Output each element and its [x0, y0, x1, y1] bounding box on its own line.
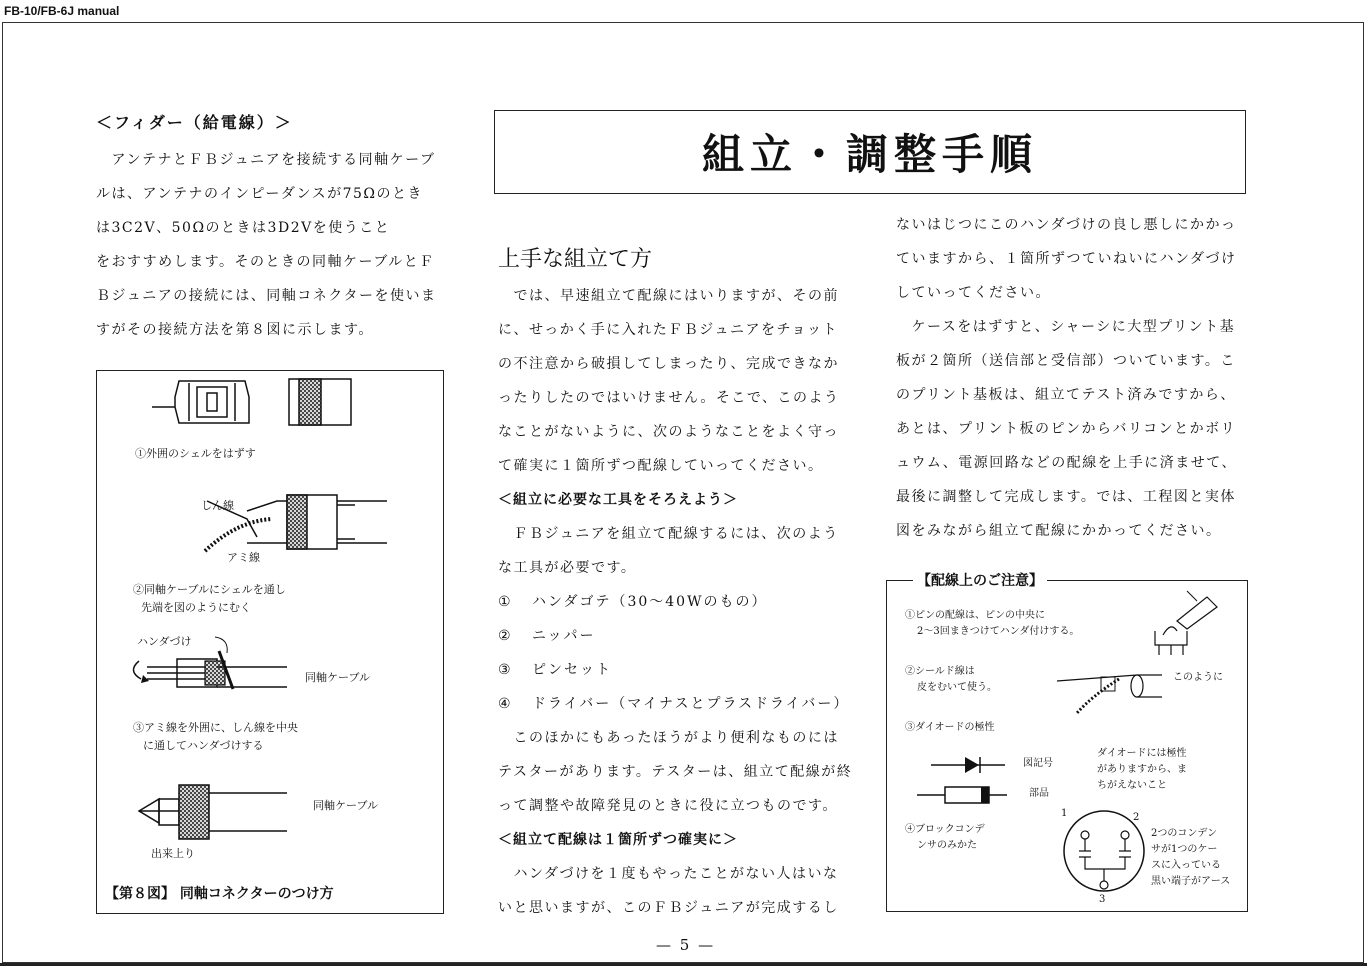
note-1-line2: 2〜3回まきつけてハンダ付けする。: [917, 626, 1080, 637]
note-4-line1: ④ブロックコンデ: [905, 824, 985, 835]
tool-label: ドライバー（マイナスとプラスドライバー）: [532, 696, 850, 712]
body-line: ないはじつにこのハンダづけの良し悪しにかかっ: [896, 217, 1237, 233]
body-line: テスターがあります。テスターは、組立て配線が終: [498, 764, 853, 780]
fig-label-mesh: アミ線: [227, 551, 260, 564]
fig-step-1: ①外囲のシェルをはずす: [135, 447, 256, 460]
wiring-heading: ＜組立て配線は１箇所ずつ確実に＞: [498, 832, 738, 848]
assembly-section-continued: [896, 208, 1256, 548]
bottom-rule: [0, 963, 1367, 966]
body-line: 最後に調整して完成します。では、工程図と実体: [896, 489, 1236, 505]
fig-step-3-line2: に通してハンダづけする: [143, 739, 264, 752]
shielded-wire-icon: [1057, 675, 1162, 713]
body-line: ったりしたのではいけません。そこで、このよう: [498, 390, 840, 406]
body-line: て確実に１箇所ずつ配線していってください。: [498, 458, 824, 474]
body-line: 板が２箇所（送信部と受信部）ついています。こ: [896, 353, 1236, 369]
fig-label-cable-2: 同軸ケーブル: [313, 799, 379, 812]
note-3-caution-1: ダイオードには極性: [1097, 748, 1187, 759]
body-line: な工具が必要です。: [498, 560, 637, 576]
tool-number: ②: [498, 628, 513, 644]
page-number: — 5 —: [656, 936, 716, 954]
fig-label-cable-1: 同軸ケーブル: [305, 671, 371, 684]
tool-item: [498, 687, 854, 721]
body-line: ていますから、１箇所ずつていねいにハンダづけ: [896, 251, 1237, 267]
tool-item: [498, 619, 854, 653]
figure-caption: 【第８図】 同軸コネクターのつけ方: [105, 886, 334, 902]
fig-step-3-line1: ③アミ線を外囲に、しん線を中央: [133, 721, 298, 734]
note-2-right: このように: [1173, 672, 1223, 683]
fig-step-2-line1: ②同軸ケーブルにシェルを通し: [133, 583, 286, 596]
fig-label-done: 出来上り: [151, 847, 195, 860]
main-title-box: [494, 110, 1246, 194]
feeder-line: は3C2V、50Ωのときは3D2Vを使うこと: [96, 220, 391, 236]
capacitor-pin-2: 2: [1133, 812, 1140, 823]
assembly-section: [498, 242, 854, 925]
body-line: ケースをはずすと、シャーシに大型プリント基: [896, 319, 1236, 335]
note-3: ③ダイオードの極性: [905, 722, 995, 733]
body-line: って調整や故障発見のときに役に立つものです。: [498, 798, 838, 814]
feeder-title: ＜フィダー（給電線）＞: [96, 113, 293, 132]
diode-symbol-icon: [931, 757, 1005, 773]
note-2-line1: ②シールド線は: [905, 666, 975, 677]
body-line: の不注意から破損してしまったり、完成できなか: [498, 356, 839, 372]
feeder-line: アンテナとＦＢジュニアを接続する同軸ケーブ: [96, 152, 436, 168]
tool-item: [498, 585, 854, 619]
body-line: いと思いますが、このＦＢジュニアが完成するし: [498, 900, 839, 916]
tool-label: ピンセット: [532, 662, 612, 678]
fig-label-core: しん線: [201, 499, 234, 512]
feeder-line: Ｂジュニアの接続には、同軸コネクターを使いま: [96, 288, 437, 304]
note-1-line1: ①ピンの配線は、ピンの中央に: [905, 610, 1045, 621]
tool-label: ハンダゴテ（30〜40Wのもの）: [532, 594, 768, 610]
body-line: ＦＢジュニアを組立て配線するには、次のよう: [498, 526, 839, 542]
body-line: 図をみながら組立て配線にかかってください。: [896, 523, 1222, 539]
note-3-caution-3: ちがえないこと: [1097, 780, 1167, 791]
block-capacitor-icon: [1064, 811, 1144, 891]
fig-label-solder: ハンダづけ: [137, 635, 192, 648]
tool-item: [498, 653, 854, 687]
note-4-desc-4: 黒い端子がアース: [1151, 876, 1231, 887]
connector-shell-icon: [289, 379, 351, 425]
body-line: していってください。: [896, 285, 1051, 301]
note-4-desc-3: スに入っている: [1151, 860, 1221, 871]
note-2-line2: 皮をむいて使う。: [917, 682, 997, 693]
connector-plug-icon: [152, 381, 249, 423]
note-3-caution-2: がありますから、ま: [1097, 764, 1187, 775]
note-3-symbol: 図記号: [1023, 758, 1053, 769]
note-4-desc-1: 2つのコンデン: [1151, 828, 1218, 839]
tool-label: ニッパー: [532, 628, 596, 644]
pin-wiring-icon: [1155, 591, 1217, 655]
completed-connector-icon: [139, 785, 287, 839]
note-3-part: 部品: [1029, 788, 1049, 799]
figure-8-box: [96, 370, 444, 914]
capacitor-pin-1: 1: [1061, 808, 1068, 819]
body-line: に、せっかく手に入れたＦＢジュニアをチョット: [498, 322, 839, 338]
wiring-notes-box: [886, 573, 1248, 912]
main-title: 組立・調整手順: [701, 130, 1038, 179]
body-line: では、早速組立て配線にはいりますが、その前: [498, 288, 839, 304]
notes-title: 【配線上のご注意】: [913, 570, 1047, 590]
note-4-desc-2: サが1つのケー: [1151, 844, 1218, 855]
feeder-section: [96, 110, 456, 347]
body-line: ハンダづけを１度もやったことがない人はいな: [498, 866, 839, 882]
body-line: なことがないように、次のようなことをよく守っ: [498, 424, 839, 440]
diode-part-icon: [917, 787, 1007, 803]
note-4-line2: ンサのみかた: [917, 840, 977, 851]
feeder-line: すがその接続方法を第８図に示します。: [96, 322, 374, 338]
body-line: ュウム、電源回路などの配線を上手に済ませて、: [896, 455, 1237, 471]
capacitor-pin-3: 3: [1099, 894, 1106, 905]
tool-number: ③: [498, 662, 513, 678]
body-line: のプリント基板は、組立てテスト済みですから、: [896, 387, 1236, 403]
assembly-subtitle: 上手な組立て方: [498, 247, 653, 272]
body-line: このほかにもあったほうがより便利なものには: [498, 730, 839, 746]
feeder-line: ルは、アンテナのインピーダンスが75Ωのとき: [96, 186, 424, 202]
body-line: あとは、プリント板のピンからバリコンとかボリ: [896, 421, 1237, 437]
feeder-line: をおすすめします。そのときの同軸ケーブルとＦ: [96, 254, 435, 270]
fig-step-2-line2: 先端を図のようにむく: [141, 601, 251, 614]
manual-header: FB-10/FB-6J manual: [4, 4, 120, 18]
tool-number: ①: [498, 594, 513, 610]
tools-heading: ＜組立に必要な工具をそろえよう＞: [498, 492, 738, 508]
tool-number: ④: [498, 696, 513, 712]
